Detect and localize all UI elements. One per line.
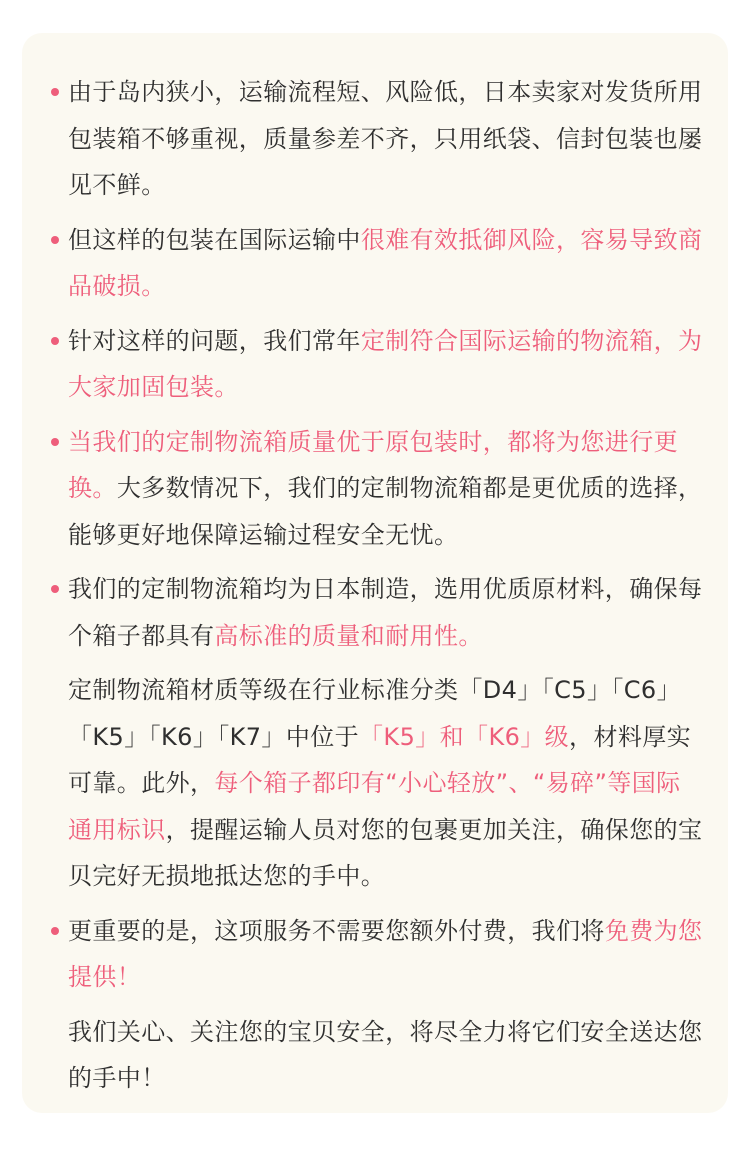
paragraph-text: 大多数情况下，我们的定制物流箱都是更优质的选择，能够更好地保障运输过程安全无忧。 — [68, 474, 703, 549]
highlight-text: 「K5」和「K6」级 — [359, 722, 570, 751]
paragraph-text: ，提醒运输人员对您的包裹更加关注，确保您的宝贝完好无损地抵达您的手中。 — [68, 815, 703, 890]
paragraph-2 — [22, 217, 728, 310]
info-card — [22, 33, 728, 1113]
paragraph-text: 针对这样的问题，我们常年 — [68, 326, 361, 355]
paragraph-4 — [22, 419, 728, 559]
highlight-text: 高标准的质量和耐用性。 — [214, 621, 483, 650]
paragraph-5 — [22, 566, 728, 659]
highlight-text: 定制符合国际运输的物流箱，为大家加固包装。 — [68, 326, 703, 401]
bullet-dot — [51, 927, 59, 935]
highlight-text: 免费为您提供！ — [68, 916, 703, 991]
paragraph-text: 我们的定制物流箱均为日本制造，选用优质原材料，确保每个箱子都具有 — [68, 575, 703, 650]
bullet-dot — [51, 438, 59, 446]
paragraph-7 — [22, 908, 728, 1001]
bullet-dot — [51, 585, 59, 593]
paragraph-text: 由于岛内狭小，运输流程短、风险低，日本卖家对发货所用包装箱不够重视，质量参差不齐，只用纸袋、信封包装也屡见不鲜。 — [68, 78, 703, 199]
paragraph-text: 定制物流箱材质等级在行业标准分类「D4」「C5」「C6」「K5」「K6」「K7」中位于 — [68, 676, 682, 751]
paragraph-text: 但这样的包装在国际运输中 — [68, 225, 361, 254]
paragraph-6 — [22, 667, 728, 900]
highlight-text: 很难有效抵御风险，容易导致商品破损。 — [68, 225, 703, 300]
paragraph-3 — [22, 318, 728, 411]
highlight-text: 当我们的定制物流箱质量优于原包装时，都将为您进行更换。 — [68, 427, 678, 502]
bullet-dot — [51, 88, 59, 96]
paragraph-8 — [22, 1009, 728, 1102]
bullet-dot — [51, 337, 59, 345]
paragraph-1 — [22, 69, 728, 209]
paragraph-text: 我们关心、关注您的宝贝安全，将尽全力将它们安全送达您的手中！ — [68, 1017, 703, 1092]
paragraph-text: ，材料厚实可靠。此外， — [68, 722, 692, 797]
paragraph-text: 更重要的是，这项服务不需要您额外付费，我们将 — [68, 916, 605, 945]
bullet-dot — [51, 236, 59, 244]
highlight-text: 每个箱子都印有“小心轻放”、“易碎”等国际通用标识 — [68, 769, 681, 844]
